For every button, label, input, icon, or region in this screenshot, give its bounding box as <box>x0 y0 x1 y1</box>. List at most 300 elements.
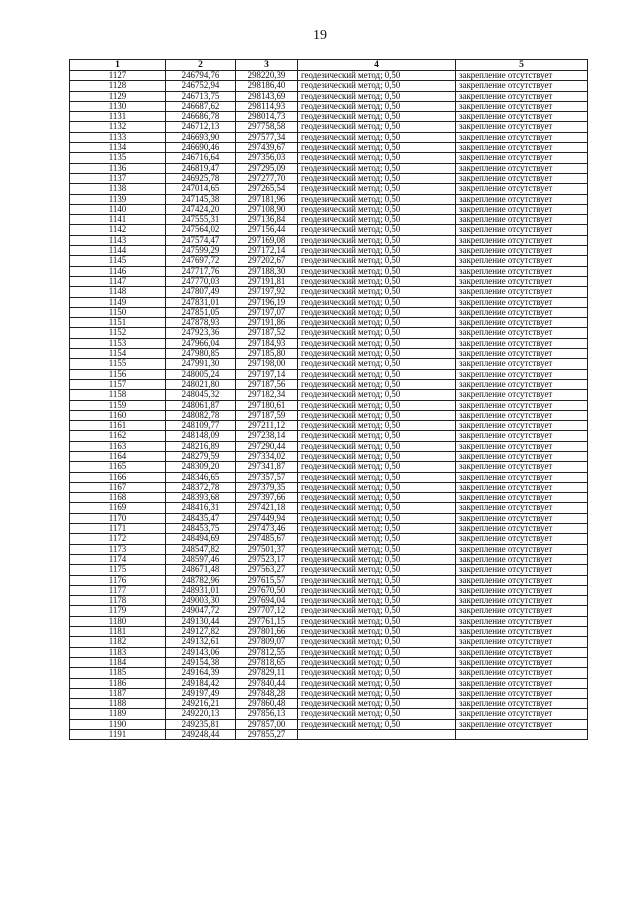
point-number-cell: 1153 <box>70 338 166 348</box>
x-coordinate-cell: 247697,72 <box>166 256 236 266</box>
x-coordinate-cell: 248061,87 <box>166 400 236 410</box>
point-number-cell: 1131 <box>70 112 166 122</box>
point-number-cell: 1150 <box>70 307 166 317</box>
method-cell: геодезический метод; 0,50 <box>298 637 456 647</box>
point-number-cell: 1130 <box>70 101 166 111</box>
table-row <box>70 246 588 256</box>
table-row <box>70 194 588 204</box>
fixing-cell <box>456 730 588 740</box>
point-number-cell: 1140 <box>70 204 166 214</box>
y-coordinate-cell: 297136,84 <box>236 215 298 225</box>
y-coordinate-cell: 297758,58 <box>236 122 298 132</box>
x-coordinate-cell: 249184,42 <box>166 678 236 688</box>
y-coordinate-cell: 298114,93 <box>236 101 298 111</box>
fixing-cell: закрепление отсутствует <box>456 215 588 225</box>
method-cell: геодезический метод; 0,50 <box>298 472 456 482</box>
method-cell: геодезический метод; 0,50 <box>298 225 456 235</box>
method-cell: геодезический метод; 0,50 <box>298 297 456 307</box>
fixing-cell: закрепление отсутствует <box>456 81 588 91</box>
y-coordinate-cell: 297855,27 <box>236 730 298 740</box>
method-cell: геодезический метод; 0,50 <box>298 400 456 410</box>
y-coordinate-cell: 297856,13 <box>236 709 298 719</box>
method-cell: геодезический метод; 0,50 <box>298 194 456 204</box>
x-coordinate-cell: 247923,36 <box>166 328 236 338</box>
x-coordinate-cell: 246716,64 <box>166 153 236 163</box>
fixing-cell: закрепление отсутствует <box>456 307 588 317</box>
y-coordinate-cell: 297185,80 <box>236 349 298 359</box>
y-coordinate-cell: 297184,93 <box>236 338 298 348</box>
x-coordinate-cell: 247014,65 <box>166 184 236 194</box>
table-row <box>70 616 588 626</box>
table-row <box>70 349 588 359</box>
fixing-cell: закрепление отсутствует <box>456 297 588 307</box>
point-number-cell: 1137 <box>70 173 166 183</box>
header-fixing: 5 <box>456 60 588 71</box>
table-header <box>70 60 588 71</box>
table-row <box>70 668 588 678</box>
table-row <box>70 493 588 503</box>
point-number-cell: 1154 <box>70 349 166 359</box>
table-row <box>70 225 588 235</box>
method-cell: геодезический метод; 0,50 <box>298 143 456 153</box>
x-coordinate-cell: 249220,13 <box>166 709 236 719</box>
header-point-number: 1 <box>70 60 166 71</box>
x-coordinate-cell: 247555,31 <box>166 215 236 225</box>
x-coordinate-cell: 248216,89 <box>166 441 236 451</box>
table-row <box>70 287 588 297</box>
fixing-cell: закрепление отсутствует <box>456 606 588 616</box>
point-number-cell: 1168 <box>70 493 166 503</box>
point-number-cell: 1183 <box>70 647 166 657</box>
x-coordinate-cell: 249235,81 <box>166 719 236 729</box>
point-number-cell: 1162 <box>70 431 166 441</box>
point-number-cell: 1144 <box>70 246 166 256</box>
point-number-cell: 1175 <box>70 565 166 575</box>
method-cell: геодезический метод; 0,50 <box>298 441 456 451</box>
point-number-cell: 1156 <box>70 369 166 379</box>
table-row <box>70 431 588 441</box>
y-coordinate-cell: 297182,34 <box>236 390 298 400</box>
y-coordinate-cell: 298143,69 <box>236 91 298 101</box>
fixing-cell: закрепление отсутствует <box>456 235 588 245</box>
y-coordinate-cell: 297357,57 <box>236 472 298 482</box>
x-coordinate-cell: 248547,82 <box>166 544 236 554</box>
point-number-cell: 1186 <box>70 678 166 688</box>
fixing-cell: закрепление отсутствует <box>456 431 588 441</box>
point-number-cell: 1128 <box>70 81 166 91</box>
method-cell: геодезический метод; 0,50 <box>298 71 456 81</box>
x-coordinate-cell: 248931,01 <box>166 585 236 595</box>
table-row <box>70 730 588 740</box>
table-row <box>70 410 588 420</box>
fixing-cell: закрепление отсутствует <box>456 585 588 595</box>
point-number-cell: 1164 <box>70 451 166 461</box>
x-coordinate-cell: 248782,96 <box>166 575 236 585</box>
y-coordinate-cell: 297694,04 <box>236 596 298 606</box>
method-cell: геодезический метод; 0,50 <box>298 678 456 688</box>
x-coordinate-cell: 247574,47 <box>166 235 236 245</box>
method-cell: геодезический метод; 0,50 <box>298 606 456 616</box>
y-coordinate-cell: 297563,27 <box>236 565 298 575</box>
point-number-cell: 1152 <box>70 328 166 338</box>
fixing-cell: закрепление отсутствует <box>456 688 588 698</box>
x-coordinate-cell: 248393,68 <box>166 493 236 503</box>
fixing-cell: закрепление отсутствует <box>456 225 588 235</box>
fixing-cell: закрепление отсутствует <box>456 379 588 389</box>
fixing-cell: закрепление отсутствует <box>456 122 588 132</box>
y-coordinate-cell: 297439,67 <box>236 143 298 153</box>
point-number-cell: 1159 <box>70 400 166 410</box>
method-cell: геодезический метод; 0,50 <box>298 647 456 657</box>
x-coordinate-cell: 247851,05 <box>166 307 236 317</box>
table-row <box>70 122 588 132</box>
x-coordinate-cell: 247599,29 <box>166 246 236 256</box>
fixing-cell: закрепление отсутствует <box>456 194 588 204</box>
fixing-cell: закрепление отсутствует <box>456 657 588 667</box>
table-row <box>70 266 588 276</box>
page-number: 19 <box>313 28 327 43</box>
y-coordinate-cell: 298186,40 <box>236 81 298 91</box>
table-row <box>70 184 588 194</box>
table-row <box>70 688 588 698</box>
x-coordinate-cell: 246693,90 <box>166 132 236 142</box>
table-row <box>70 256 588 266</box>
method-cell: геодезический метод; 0,50 <box>298 719 456 729</box>
y-coordinate-cell: 297356,03 <box>236 153 298 163</box>
point-number-cell: 1188 <box>70 699 166 709</box>
method-cell: геодезический метод; 0,50 <box>298 369 456 379</box>
fixing-cell: закрепление отсутствует <box>456 143 588 153</box>
method-cell: геодезический метод; 0,50 <box>298 493 456 503</box>
method-cell: геодезический метод; 0,50 <box>298 338 456 348</box>
y-coordinate-cell: 297857,00 <box>236 719 298 729</box>
x-coordinate-cell: 246752,94 <box>166 81 236 91</box>
method-cell: геодезический метод; 0,50 <box>298 287 456 297</box>
y-coordinate-cell: 297290,44 <box>236 441 298 451</box>
x-coordinate-cell: 249127,82 <box>166 627 236 637</box>
method-cell: геодезический метод; 0,50 <box>298 379 456 389</box>
point-number-cell: 1184 <box>70 657 166 667</box>
x-coordinate-cell: 247991,30 <box>166 359 236 369</box>
x-coordinate-cell: 247878,93 <box>166 318 236 328</box>
fixing-cell: закрепление отсутствует <box>456 493 588 503</box>
y-coordinate-cell: 297188,30 <box>236 266 298 276</box>
point-number-cell: 1180 <box>70 616 166 626</box>
x-coordinate-cell: 247966,04 <box>166 338 236 348</box>
method-cell: геодезический метод; 0,50 <box>298 585 456 595</box>
table-row <box>70 585 588 595</box>
y-coordinate-cell: 297523,17 <box>236 554 298 564</box>
table-row <box>70 513 588 523</box>
x-coordinate-cell: 249132,61 <box>166 637 236 647</box>
fixing-cell: закрепление отсутствует <box>456 184 588 194</box>
method-cell: геодезический метод; 0,50 <box>298 534 456 544</box>
fixing-cell: закрепление отсутствует <box>456 163 588 173</box>
method-cell: геодезический метод; 0,50 <box>298 328 456 338</box>
fixing-cell: закрепление отсутствует <box>456 575 588 585</box>
x-coordinate-cell: 247145,38 <box>166 194 236 204</box>
table-row <box>70 71 588 81</box>
fixing-cell: закрепление отсутствует <box>456 554 588 564</box>
table-row <box>70 524 588 534</box>
table-row <box>70 606 588 616</box>
method-cell: геодезический метод; 0,50 <box>298 524 456 534</box>
y-coordinate-cell: 297334,02 <box>236 451 298 461</box>
table-row <box>70 276 588 286</box>
method-cell: геодезический метод; 0,50 <box>298 410 456 420</box>
method-cell: геодезический метод; 0,50 <box>298 256 456 266</box>
y-coordinate-cell: 297108,90 <box>236 204 298 214</box>
fixing-cell: закрепление отсутствует <box>456 369 588 379</box>
point-number-cell: 1143 <box>70 235 166 245</box>
point-number-cell: 1163 <box>70 441 166 451</box>
method-cell: геодезический метод; 0,50 <box>298 657 456 667</box>
method-cell: геодезический метод; 0,50 <box>298 122 456 132</box>
x-coordinate-cell: 247807,49 <box>166 287 236 297</box>
fixing-cell: закрепление отсутствует <box>456 390 588 400</box>
method-cell: геодезический метод; 0,50 <box>298 359 456 369</box>
point-number-cell: 1157 <box>70 379 166 389</box>
method-cell: геодезический метод; 0,50 <box>298 482 456 492</box>
table-row <box>70 544 588 554</box>
fixing-cell: закрепление отсутствует <box>456 328 588 338</box>
x-coordinate-cell: 247831,01 <box>166 297 236 307</box>
y-coordinate-cell: 297211,12 <box>236 421 298 431</box>
point-number-cell: 1169 <box>70 503 166 513</box>
fixing-cell: закрепление отсутствует <box>456 318 588 328</box>
point-number-cell: 1185 <box>70 668 166 678</box>
x-coordinate-cell: 248372,78 <box>166 482 236 492</box>
method-cell: геодезический метод; 0,50 <box>298 627 456 637</box>
y-coordinate-cell: 297670,50 <box>236 585 298 595</box>
point-number-cell: 1166 <box>70 472 166 482</box>
y-coordinate-cell: 297801,66 <box>236 627 298 637</box>
x-coordinate-cell: 249154,38 <box>166 657 236 667</box>
table-row <box>70 482 588 492</box>
y-coordinate-cell: 297818,65 <box>236 657 298 667</box>
table-row <box>70 596 588 606</box>
y-coordinate-cell: 297156,44 <box>236 225 298 235</box>
point-number-cell: 1132 <box>70 122 166 132</box>
x-coordinate-cell: 249197,49 <box>166 688 236 698</box>
y-coordinate-cell: 297485,67 <box>236 534 298 544</box>
point-number-cell: 1146 <box>70 266 166 276</box>
table-row <box>70 719 588 729</box>
x-coordinate-cell: 248671,48 <box>166 565 236 575</box>
fixing-cell: закрепление отсутствует <box>456 359 588 369</box>
y-coordinate-cell: 297191,81 <box>236 276 298 286</box>
table-row <box>70 101 588 111</box>
point-number-cell: 1173 <box>70 544 166 554</box>
table-row <box>70 678 588 688</box>
method-cell <box>298 730 456 740</box>
point-number-cell: 1160 <box>70 410 166 420</box>
x-coordinate-cell: 249248,44 <box>166 730 236 740</box>
y-coordinate-cell: 297197,92 <box>236 287 298 297</box>
y-coordinate-cell: 297577,34 <box>236 132 298 142</box>
table-row <box>70 565 588 575</box>
x-coordinate-cell: 248109,77 <box>166 421 236 431</box>
y-coordinate-cell: 297181,96 <box>236 194 298 204</box>
y-coordinate-cell: 297187,59 <box>236 410 298 420</box>
header-x-coordinate: 2 <box>166 60 236 71</box>
fixing-cell: закрепление отсутствует <box>456 101 588 111</box>
point-number-cell: 1182 <box>70 637 166 647</box>
fixing-cell: закрепление отсутствует <box>456 472 588 482</box>
table-row <box>70 451 588 461</box>
fixing-cell: закрепление отсутствует <box>456 91 588 101</box>
fixing-cell: закрепление отсутствует <box>456 410 588 420</box>
method-cell: геодезический метод; 0,50 <box>298 390 456 400</box>
point-number-cell: 1187 <box>70 688 166 698</box>
y-coordinate-cell: 297198,00 <box>236 359 298 369</box>
y-coordinate-cell: 297187,52 <box>236 328 298 338</box>
table-row <box>70 318 588 328</box>
method-cell: геодезический метод; 0,50 <box>298 503 456 513</box>
y-coordinate-cell: 297197,07 <box>236 307 298 317</box>
y-coordinate-cell: 297473,46 <box>236 524 298 534</box>
header-y-coordinate: 3 <box>236 60 298 71</box>
fixing-cell: закрепление отсутствует <box>456 503 588 513</box>
table-row <box>70 472 588 482</box>
method-cell: геодезический метод; 0,50 <box>298 81 456 91</box>
x-coordinate-cell: 248279,59 <box>166 451 236 461</box>
y-coordinate-cell: 298014,73 <box>236 112 298 122</box>
method-cell: геодезический метод; 0,50 <box>298 91 456 101</box>
x-coordinate-cell: 248309,20 <box>166 462 236 472</box>
fixing-cell: закрепление отсутствует <box>456 204 588 214</box>
fixing-cell: закрепление отсутствует <box>456 173 588 183</box>
point-number-cell: 1145 <box>70 256 166 266</box>
y-coordinate-cell: 297829,11 <box>236 668 298 678</box>
table-row <box>70 379 588 389</box>
method-cell: геодезический метод; 0,50 <box>298 318 456 328</box>
point-number-cell: 1181 <box>70 627 166 637</box>
method-cell: геодезический метод; 0,50 <box>298 513 456 523</box>
y-coordinate-cell: 297397,66 <box>236 493 298 503</box>
table-row <box>70 297 588 307</box>
table-body <box>70 71 588 740</box>
fixing-cell: закрепление отсутствует <box>456 462 588 472</box>
x-coordinate-cell: 248494,69 <box>166 534 236 544</box>
table-row <box>70 657 588 667</box>
method-cell: геодезический метод; 0,50 <box>298 173 456 183</box>
table-row <box>70 699 588 709</box>
table-row <box>70 575 588 585</box>
point-number-cell: 1148 <box>70 287 166 297</box>
fixing-cell: закрепление отсутствует <box>456 153 588 163</box>
point-number-cell: 1179 <box>70 606 166 616</box>
x-coordinate-cell: 248045,32 <box>166 390 236 400</box>
table-row <box>70 173 588 183</box>
fixing-cell: закрепление отсутствует <box>456 719 588 729</box>
y-coordinate-cell: 297277,70 <box>236 173 298 183</box>
table-row <box>70 400 588 410</box>
y-coordinate-cell: 297202,67 <box>236 256 298 266</box>
x-coordinate-cell: 247424,20 <box>166 204 236 214</box>
table-row <box>70 215 588 225</box>
x-coordinate-cell: 249003,30 <box>166 596 236 606</box>
method-cell: геодезический метод; 0,50 <box>298 112 456 122</box>
fixing-cell: закрепление отсутствует <box>456 451 588 461</box>
table-row <box>70 554 588 564</box>
fixing-cell: закрепление отсутствует <box>456 616 588 626</box>
table-row <box>70 390 588 400</box>
y-coordinate-cell: 297860,48 <box>236 699 298 709</box>
table-row <box>70 421 588 431</box>
table-row <box>70 627 588 637</box>
table-row <box>70 709 588 719</box>
y-coordinate-cell: 298220,39 <box>236 71 298 81</box>
y-coordinate-cell: 297379,35 <box>236 482 298 492</box>
fixing-cell: закрепление отсутствует <box>456 276 588 286</box>
fixing-cell: закрепление отсутствует <box>456 71 588 81</box>
method-cell: геодезический метод; 0,50 <box>298 462 456 472</box>
fixing-cell: закрепление отсутствует <box>456 524 588 534</box>
x-coordinate-cell: 249047,72 <box>166 606 236 616</box>
y-coordinate-cell: 297449,94 <box>236 513 298 523</box>
method-cell: геодезический метод; 0,50 <box>298 215 456 225</box>
method-cell: геодезический метод; 0,50 <box>298 266 456 276</box>
y-coordinate-cell: 297265,54 <box>236 184 298 194</box>
method-cell: геодезический метод; 0,50 <box>298 451 456 461</box>
method-cell: геодезический метод; 0,50 <box>298 616 456 626</box>
y-coordinate-cell: 297169,08 <box>236 235 298 245</box>
table-row <box>70 132 588 142</box>
x-coordinate-cell: 246794,76 <box>166 71 236 81</box>
fixing-cell: закрепление отсутствует <box>456 637 588 647</box>
y-coordinate-cell: 297238,14 <box>236 431 298 441</box>
x-coordinate-cell: 247770,03 <box>166 276 236 286</box>
table-row <box>70 153 588 163</box>
method-cell: геодезический метод; 0,50 <box>298 431 456 441</box>
header-row <box>70 60 588 71</box>
method-cell: геодезический метод; 0,50 <box>298 699 456 709</box>
method-cell: геодезический метод; 0,50 <box>298 101 456 111</box>
fixing-cell: закрепление отсутствует <box>456 699 588 709</box>
method-cell: геодезический метод; 0,50 <box>298 421 456 431</box>
fixing-cell: закрепление отсутствует <box>456 544 588 554</box>
method-cell: геодезический метод; 0,50 <box>298 307 456 317</box>
x-coordinate-cell: 249216,21 <box>166 699 236 709</box>
fixing-cell: закрепление отсутствует <box>456 287 588 297</box>
point-number-cell: 1133 <box>70 132 166 142</box>
point-number-cell: 1127 <box>70 71 166 81</box>
x-coordinate-cell: 246686,78 <box>166 112 236 122</box>
x-coordinate-cell: 248346,65 <box>166 472 236 482</box>
y-coordinate-cell: 297615,57 <box>236 575 298 585</box>
point-number-cell: 1165 <box>70 462 166 472</box>
point-number-cell: 1129 <box>70 91 166 101</box>
table-row <box>70 647 588 657</box>
table-row <box>70 81 588 91</box>
table-row <box>70 91 588 101</box>
x-coordinate-cell: 249143,06 <box>166 647 236 657</box>
method-cell: геодезический метод; 0,50 <box>298 349 456 359</box>
x-coordinate-cell: 247717,76 <box>166 266 236 276</box>
fixing-cell: закрепление отсутствует <box>456 668 588 678</box>
table-row <box>70 359 588 369</box>
point-number-cell: 1191 <box>70 730 166 740</box>
fixing-cell: закрепление отсутствует <box>456 709 588 719</box>
table-row <box>70 143 588 153</box>
point-number-cell: 1151 <box>70 318 166 328</box>
point-number-cell: 1141 <box>70 215 166 225</box>
point-number-cell: 1190 <box>70 719 166 729</box>
method-cell: геодезический метод; 0,50 <box>298 184 456 194</box>
fixing-cell: закрепление отсутствует <box>456 400 588 410</box>
table-row <box>70 441 588 451</box>
